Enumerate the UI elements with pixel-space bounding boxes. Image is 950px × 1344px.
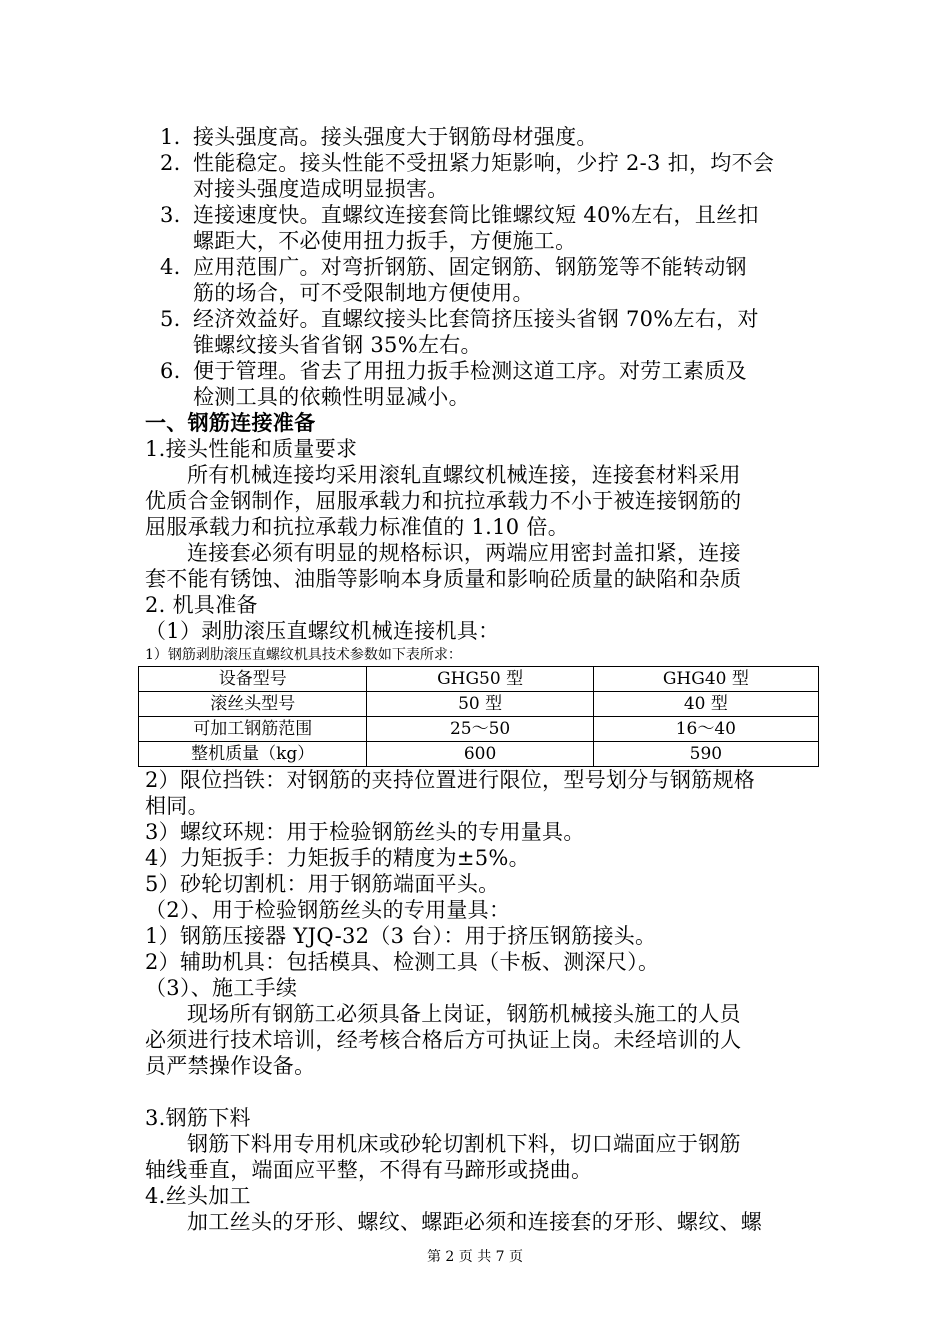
list-text: 连接速度快。直螺纹连接套筒比锥螺纹短 40%左右，且丝扣 (193, 203, 759, 227)
list-text-continued: 检测工具的依赖性明显减小。 (193, 385, 470, 409)
page-content (145, 124, 815, 1235)
list-number: 4. (160, 255, 181, 279)
subsection-title: 4.丝头加工 (145, 1184, 251, 1208)
table-cell: 可加工钢筋范围 (139, 717, 367, 742)
list-text-continued: 锥螺纹接头省省钢 35%左右。 (193, 333, 482, 357)
table-cell: 40 型 (593, 692, 818, 717)
table-cell: GHG40 型 (593, 667, 818, 692)
paragraph-line: 4）力矩扳手：力矩扳手的精度为±5%。 (145, 846, 530, 870)
list-text: 接头强度高。接头强度大于钢筋母材强度。 (193, 125, 598, 149)
subsection-item: （3）、施工手续 (145, 976, 298, 1000)
paragraph-line: 5）砂轮切割机：用于钢筋端面平头。 (145, 872, 500, 896)
blank-line (145, 1079, 815, 1105)
table-cell: GHG50 型 (367, 667, 593, 692)
table-caption: 1）钢筋剥肋滚压直螺纹机具技术参数如下表所求： (145, 647, 462, 663)
parameters-table (138, 666, 819, 767)
table-cell: 滚丝头型号 (139, 692, 367, 717)
list-text: 性能稳定。接头性能不受扭紧力矩影响，少拧 2-3 扣，均不会 (193, 151, 775, 175)
list-text-continued: 对接头强度造成明显损害。 (193, 177, 449, 201)
paragraph-line: 屈服承载力和抗拉承载力标准值的 1.10 倍。 (145, 515, 570, 539)
paragraph-line: 2）限位挡铁：对钢筋的夹持位置进行限位，型号划分与钢筋规格 (145, 768, 756, 792)
list-number: 5. (160, 307, 181, 331)
subsection-title: 2. 机具准备 (145, 593, 258, 617)
table-cell: 16～40 (593, 717, 818, 742)
list-text: 便于管理。省去了用扭力扳手检测这道工序。对劳工素质及 (193, 359, 747, 383)
paragraph-line: 3）螺纹环规：用于检验钢筋丝头的专用量具。 (145, 820, 585, 844)
paragraph-line: 1）钢筋压接器 YJQ-32（3 台）：用于挤压钢筋接头。 (145, 924, 657, 948)
paragraph-line: 优质合金钢制作，屈服承载力和抗拉承载力不小于被连接钢筋的 (145, 489, 742, 513)
paragraph-line: 所有机械连接均采用滚轧直螺纹机械连接，连接套材料采用 (187, 463, 741, 487)
subsection-title: 1.接头性能和质量要求 (145, 437, 358, 461)
list-text: 应用范围广。对弯折钢筋、固定钢筋、钢筋笼等不能转动钢 (193, 255, 747, 279)
table-cell: 590 (593, 742, 818, 767)
paragraph-line: 钢筋下料用专用机床或砂轮切割机下料，切口端面应于钢筋 (187, 1132, 741, 1156)
table-row (139, 667, 819, 692)
table-cell: 整机质量（kg） (139, 742, 367, 767)
subsection-item: （2）、用于检验钢筋丝头的专用量具： (145, 898, 511, 922)
subsection-item: （1）剥肋滚压直螺纹机械连接机具： (145, 619, 500, 643)
table-cell: 设备型号 (139, 667, 367, 692)
paragraph-line: 员严禁操作设备。 (145, 1054, 316, 1078)
list-text: 经济效益好。直螺纹接头比套筒挤压接头省钢 70%左右，对 (193, 307, 759, 331)
list-item (145, 202, 815, 228)
list-item (145, 254, 815, 280)
list-number: 1. (160, 125, 181, 149)
paragraph-line: 加工丝头的牙形、螺纹、螺距必须和连接套的牙形、螺纹、螺 (187, 1210, 763, 1234)
list-text-continued: 筋的场合，可不受限制地方便使用。 (193, 281, 534, 305)
table-cell: 25～50 (367, 717, 593, 742)
list-number: 2. (160, 151, 181, 175)
page-footer: 第 2 页 共 7 页 (426, 1249, 524, 1265)
list-text-continued: 螺距大，不必使用扭力扳手，方便施工。 (193, 229, 577, 253)
section-heading: 一、钢筋连接准备 (145, 410, 316, 435)
table-cell: 50 型 (367, 692, 593, 717)
table-row (139, 742, 819, 767)
paragraph-line: 轴线垂直，端面应平整，不得有马蹄形或挠曲。 (145, 1158, 593, 1182)
list-number: 6. (160, 359, 181, 383)
paragraph-line: 相同。 (145, 794, 209, 818)
list-item (145, 150, 815, 176)
list-number: 3. (160, 203, 181, 227)
subsection-title: 3.钢筋下料 (145, 1106, 251, 1130)
paragraph-line: 2）辅助机具：包括模具、检测工具（卡板、测深尺）。 (145, 950, 660, 974)
table-cell: 600 (367, 742, 593, 767)
list-item (145, 306, 815, 332)
advantages-list (145, 124, 815, 410)
list-item (145, 358, 815, 384)
paragraph-line: 现场所有钢筋工必须具备上岗证，钢筋机械接头施工的人员 (187, 1002, 741, 1026)
paragraph-line: 连接套必须有明显的规格标识，两端应用密封盖扣紧，连接 (187, 541, 741, 565)
table-row (139, 717, 819, 742)
table-row (139, 692, 819, 717)
paragraph-line: 必须进行技术培训，经考核合格后方可执证上岗。未经培训的人 (145, 1028, 742, 1052)
list-item (145, 124, 815, 150)
paragraph-line: 套不能有锈蚀、油脂等影响本身质量和影响砼质量的缺陷和杂质 (145, 567, 742, 591)
